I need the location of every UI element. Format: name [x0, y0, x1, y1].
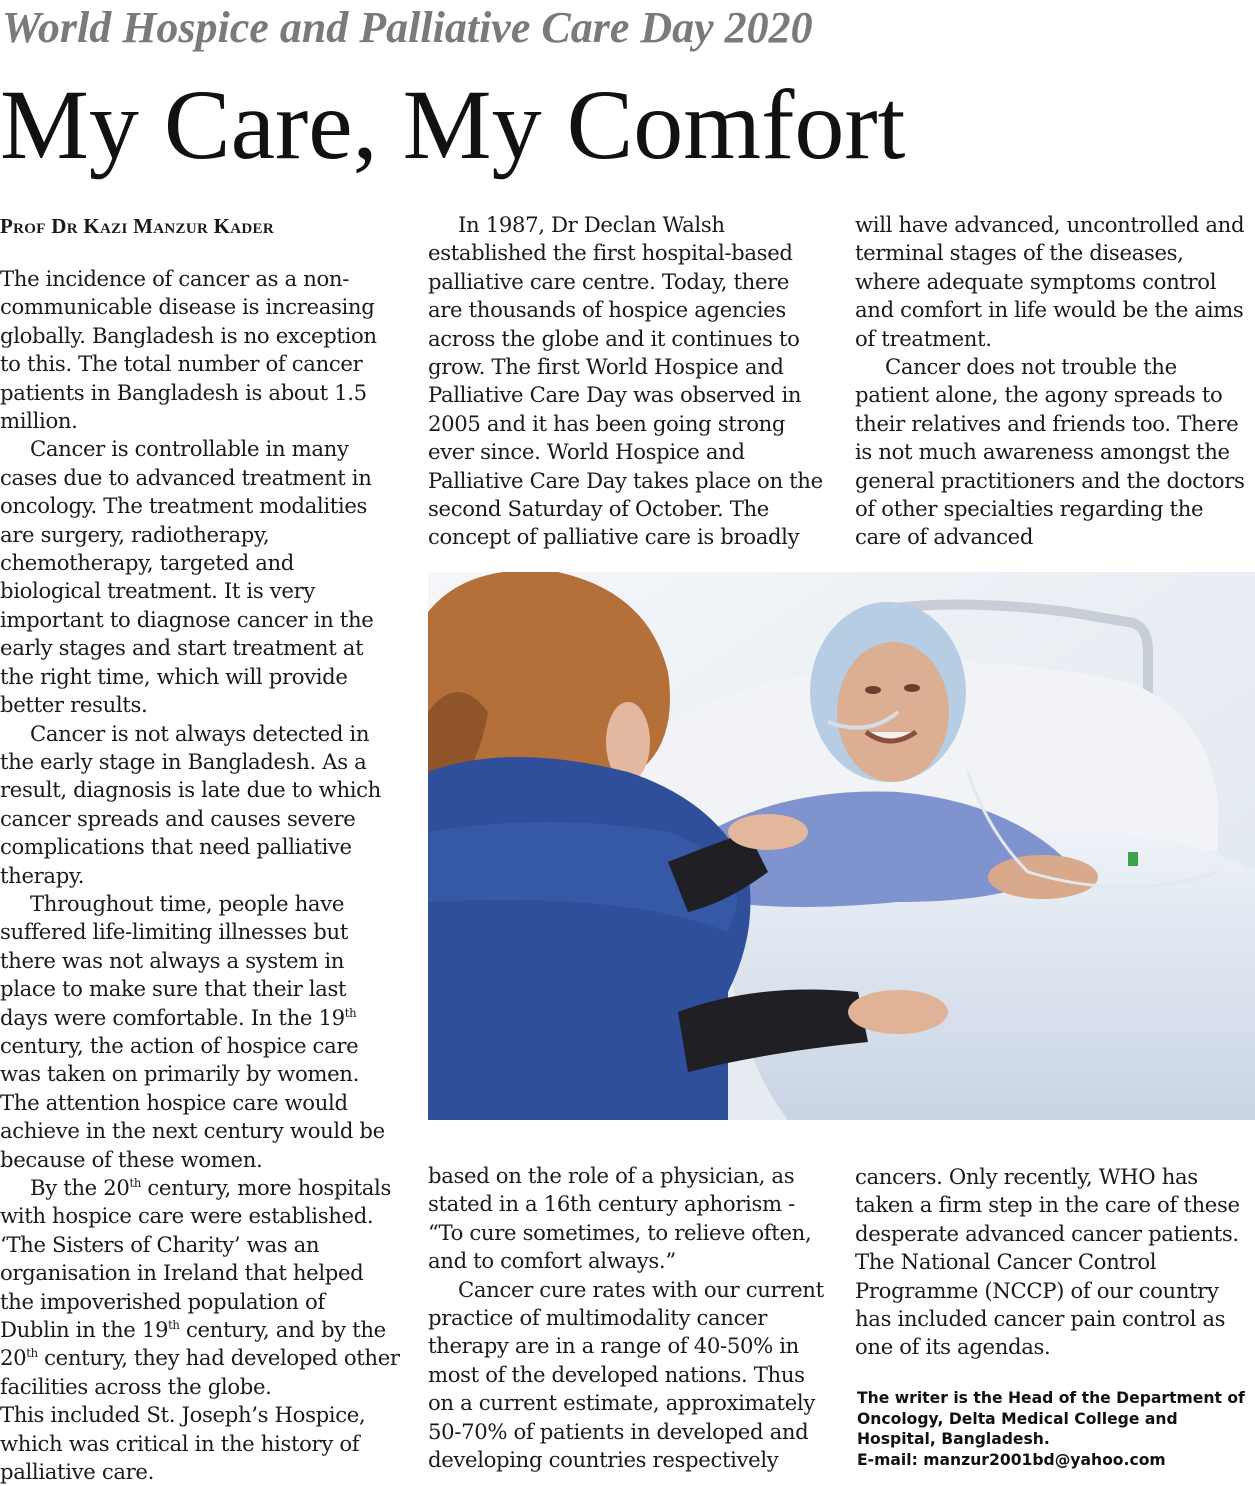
paragraph: By the 20th century, more hospitals with hospice care were established. ‘The Sisters of Charity’ was an organisation in Ireland that helped the impoverished population of Dublin in the 19th century, and by the 20th century, they had developed other facilities across the globe. — [0, 1175, 400, 1399]
author-bio-text: The writer is the Head of the Department of Oncology, Delta Medical College and Hospital, Bangladesh. — [857, 1389, 1245, 1448]
paragraph: Cancer is not always detected in the early stage in Bangladesh. As a result, diagnosis is late due to which cancer spreads and causes severe complications that need palliative therapy. — [0, 720, 381, 888]
author-email[interactable]: E-mail: manzur2001bd@yahoo.com — [857, 1450, 1166, 1469]
paragraph: The incidence of cancer as a non-communicable disease is increasing globally. Bangladesh is no exception to this. The total number of cancer patients in Bangladesh is about 1.5 million. — [0, 266, 377, 434]
paragraph: In 1987, Dr Declan Walsh established the first hospital-based palliative care centre. Today, there are thousands of hospice agencies across the globe and it continues to grow. The first World Hospice and Palliative Care Day was observed in 2005 and it has been going strong ever since. World Hospice and Palliative Care Day takes place on the second Saturday of October. The concept of palliative care is broadly — [428, 212, 823, 550]
column-1 — [0, 212, 400, 1486]
article-kicker: World Hospice and Palliative Care Day 2020 — [2, 3, 813, 52]
paragraph: Cancer is controllable in many cases due to advanced treatment in oncology. The treatment modalities are surgery, radiotherapy, chemotherapy, targeted and biological treatment. It is very important to diagnose cancer in the early stages and start treatment at the right time, which will provide better results. — [0, 436, 374, 718]
nurse-and-patient-illustration — [428, 572, 1255, 1120]
byline: Prof Dr Kazi Manzur Kader — [0, 214, 274, 238]
author-bio — [857, 1388, 1255, 1470]
paragraph: will have advanced, uncontrolled and terminal stages of the diseases, where adequate symptoms control and comfort in life would be the aims of treatment. — [855, 212, 1245, 351]
paragraph: Throughout time, people have suffered life-limiting illnesses but there was not always a system in place to make sure that their last days were comfortable. In the 19th century, the action of hospice care was taken on primarily by women. The attention hospice care would achieve in the next century would be because of these women. — [0, 890, 385, 1172]
column-2-bottom — [428, 1162, 828, 1474]
paragraph: cancers. Only recently, WHO has taken a firm step in the care of these desperate advanced cancer patients. The National Cancer Control Programme (NCCP) of our country has included cancer pain control as one of its agendas. — [855, 1164, 1240, 1360]
paragraph: This included St. Joseph’s Hospice, which was critical in the history of palliative care. — [0, 1402, 366, 1485]
column-2-top — [428, 211, 828, 552]
column-3-top — [855, 211, 1255, 552]
headline: My Care, My Comfort — [0, 69, 906, 180]
paragraph: based on the role of a physician, as stated in a 16th century aphorism - “To cure sometimes, to relieve often, and to comfort always.” — [428, 1163, 812, 1274]
article-photo — [428, 572, 1255, 1120]
paragraph: Cancer cure rates with our current practice of multimodality cancer therapy are in a range of 40-50% in most of the developed nations. Thus on a current estimate, approximately 50-70% of patients in developed and developing countries respectively — [428, 1276, 824, 1473]
paragraph: Cancer does not trouble the patient alone, the agony spreads to their relatives and friends too. There is not much awareness amongst the general practitioners and the doctors of other specialties regarding the care of advanced — [855, 354, 1245, 550]
column-3-bottom — [855, 1163, 1255, 1362]
